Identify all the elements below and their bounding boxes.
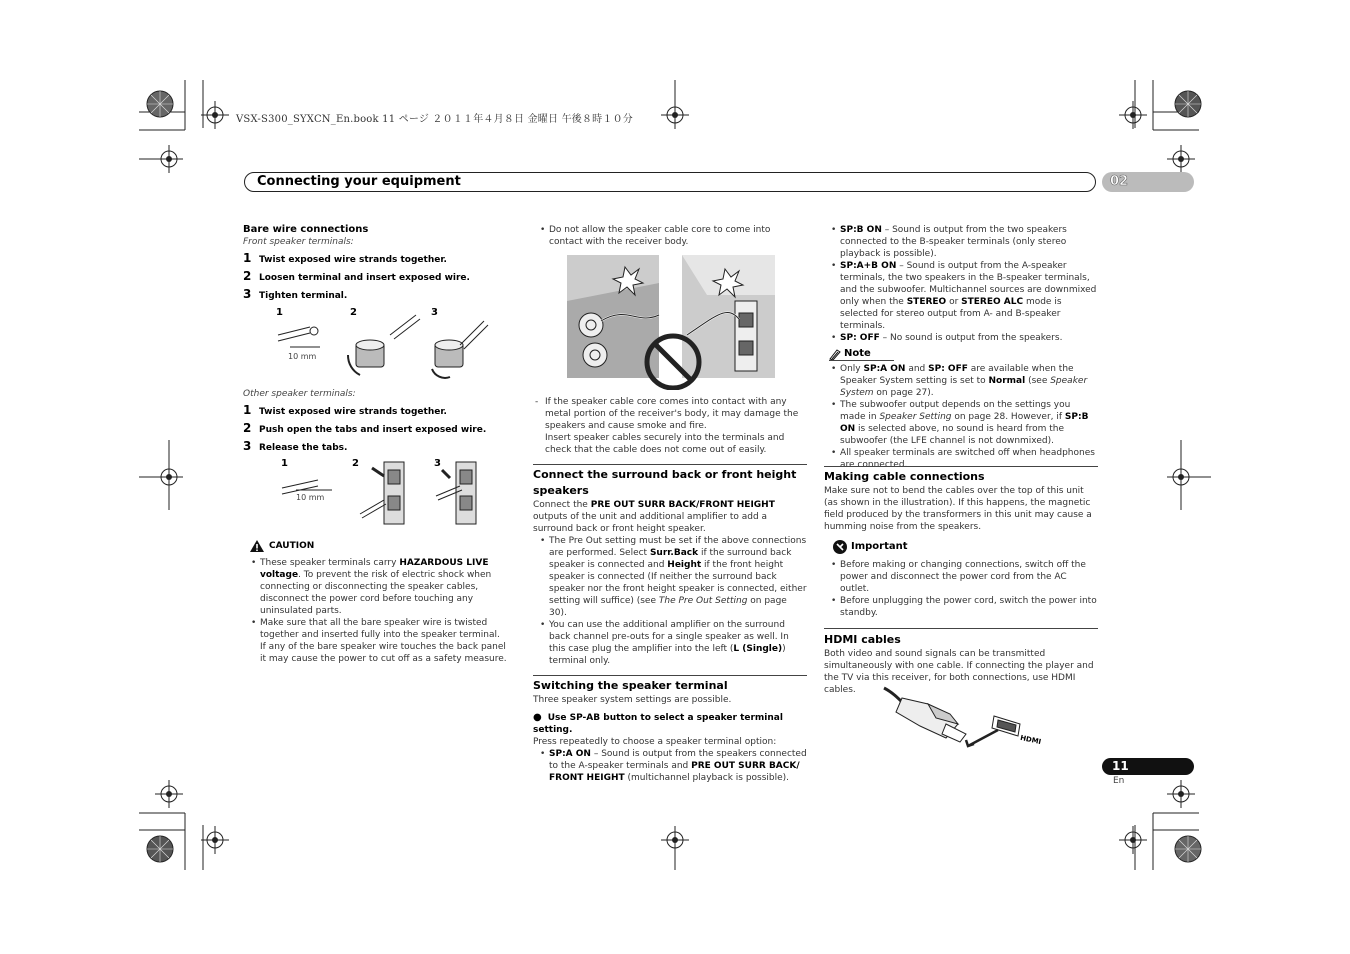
fig1-label-1: 1 bbox=[276, 307, 283, 318]
making-section-title: Making cable connections bbox=[824, 466, 1098, 485]
switching-section-title: Switching the speaker terminal bbox=[533, 675, 807, 694]
book-info-line: VSX-S300_SYXCN_En.book 11 ページ ２０１１年４月８日 金曜日 午後８時１０分 bbox=[236, 114, 633, 125]
front-terminals-subtitle: Front speaker terminals: bbox=[243, 237, 354, 247]
important-bullet-2: • Before unplugging the power cord, switch the power into standby. bbox=[829, 595, 1098, 619]
fig1-label-3: 3 bbox=[431, 307, 438, 318]
hdmi-illustration bbox=[880, 684, 1050, 754]
column-3b bbox=[824, 466, 1098, 696]
surround-paragraph: Connect the PRE OUT SURR BACK/FRONT HEIGHT outputs of the unit and additional amplifier to add a surround back or front height speaker. bbox=[533, 500, 775, 534]
front-step-3: 3 Tighten terminal. bbox=[243, 287, 348, 301]
other-terminal-drawing bbox=[276, 456, 506, 531]
fig1-label-2: 2 bbox=[350, 307, 357, 318]
caution-bullet-2: • Make sure that all the bare speaker wire is twisted together and inserted fully into the speaker terminal. If any of the bare speaker wire touches the back panel it may cause the power to cut off as a safety measure. bbox=[249, 617, 507, 665]
hdmi-paragraph: Both video and sound signals can be transmitted simultaneously with one cable. If connecting the player and the TV via this receiver, for both connections, use HDMI cables. bbox=[824, 649, 1094, 695]
chapter-number: 02 bbox=[1110, 174, 1129, 189]
page-title: Connecting your equipment bbox=[257, 174, 461, 189]
hdmi-section-title: HDMI cables bbox=[824, 633, 901, 646]
cable-contact-illustration bbox=[567, 255, 775, 390]
fig1-mm: 10 mm bbox=[288, 352, 317, 361]
hdmi-port-label: HDMI bbox=[1019, 733, 1042, 747]
front-terminal-figure bbox=[270, 305, 500, 385]
note-pencil-icon bbox=[829, 349, 841, 360]
surround-bullet-2: • You can use the additional amplifier on the surround back channel pre-outs for a single speaker as well. In this case plug the amplifier into the left (L (Single)) terminal only. bbox=[538, 619, 807, 667]
front-step-2: 2 Loosen terminal and insert exposed wire. bbox=[243, 269, 470, 283]
other-step-2: 2 Push open the tabs and insert exposed wire. bbox=[243, 421, 487, 435]
note-bullet-2: • The subwoofer output depends on the settings you made in Speaker Setting on page 28. However, if SP:B ON is selected above, no sound is heard from the subwoofer (the LFE channel is not downmixed). bbox=[829, 399, 1097, 447]
surround-section-title: Connect the surround back or front height speakers bbox=[533, 464, 807, 499]
front-terminal-drawing bbox=[270, 305, 500, 385]
spab-option: • SP:A+B ON – Sound is output from the A-speaker terminals, the two speakers in the B-speaker terminals, and the subwoofer. Multichannel sources are downmixed only when the STEREO or STEREO ALC mode is selected for stereo output from A- and B-speaker terminals. bbox=[829, 260, 1097, 332]
cable-contact-drawing bbox=[567, 255, 775, 390]
switching-paragraph: Three speaker system settings are possible. bbox=[533, 695, 732, 705]
bare-wire-title: Bare wire connections bbox=[243, 224, 369, 235]
cable-core-dash-note: - If the speaker cable core comes into contact with any metal portion of the receiver's body, it may damage the speakers and cause smoke and fire. Insert speaker cables securely into the terminals and check that the cable does not come out of easily. bbox=[533, 396, 807, 456]
column-2-top bbox=[538, 224, 806, 248]
chapter-badge bbox=[1102, 172, 1194, 192]
fig2-label-1: 1 bbox=[281, 458, 288, 469]
note-heading: Note bbox=[829, 348, 894, 361]
switching-press: Press repeatedly to choose a speaker terminal option: bbox=[533, 737, 777, 747]
other-step-1: 1 Twist exposed wire strands together. bbox=[243, 403, 447, 417]
making-paragraph: Make sure not to bend the cables over the top of this unit (as shown in the illustration). If this happens, the magnetic field produced by the transformers in this unit may cause a humming noise from the speakers. bbox=[824, 486, 1092, 532]
cable-core-bullet: • Do not allow the speaker cable core to come into contact with the receiver body. bbox=[538, 224, 806, 248]
fig2-label-2: 2 bbox=[352, 458, 359, 469]
important-heading: Important bbox=[832, 539, 1098, 555]
switching-step: ● Use SP-AB button to select a speaker terminal setting. bbox=[533, 712, 783, 735]
spa-option: • SP:A ON – Sound is output from the speakers connected to the A-speaker terminals and PRE OUT SURR BACK/ FRONT HEIGHT (multichannel playback is possible). bbox=[538, 748, 807, 784]
caution-block bbox=[249, 539, 507, 665]
surround-bullet-1: • The Pre Out setting must be set if the above connections are performed. Select Surr.Back if the surround back speaker is connected and Height if the front height speaker is connected (If neither the surround back speaker nor the front height speaker is connected, either setting will suffice) (see The Pre Out Setting on page 30). bbox=[538, 535, 807, 619]
spb-option: • SP:B ON – Sound is output from the two speakers connected to the B-speaker terminals (only stereo playback is possible). bbox=[829, 224, 1097, 260]
page-number: 11 bbox=[1112, 759, 1129, 773]
caution-bullet-1: • These speaker terminals carry HAZARDOUS LIVE voltage. To prevent the risk of electric shock when connecting or disconnecting the speaker cables, disconnect the power cord before touching any uninsulated parts. bbox=[249, 557, 507, 617]
note-bullet-1: • Only SP:A ON and SP: OFF are available when the Speaker System setting is set to Normal (see Speaker System on page 27). bbox=[829, 363, 1097, 399]
caution-heading: CAUTION bbox=[249, 539, 507, 553]
important-icon bbox=[832, 539, 848, 555]
chapter-header bbox=[244, 172, 1096, 192]
page-language: En bbox=[1113, 776, 1125, 786]
fig2-label-3: 3 bbox=[434, 458, 441, 469]
page-number-badge bbox=[1102, 758, 1194, 775]
spoff-option: • SP: OFF – No sound is output from the speakers. bbox=[829, 332, 1097, 344]
column-3 bbox=[829, 224, 1097, 471]
other-terminals-subtitle: Other speaker terminals: bbox=[243, 389, 356, 399]
warning-icon bbox=[249, 539, 265, 553]
column-1 bbox=[243, 224, 505, 302]
front-step-1: 1 Twist exposed wire strands together. bbox=[243, 251, 447, 265]
note-bullet-3: • All speaker terminals are switched off when headphones are connected. bbox=[829, 447, 1097, 471]
other-terminal-figure bbox=[276, 456, 506, 531]
column-1b bbox=[243, 388, 505, 454]
column-2 bbox=[533, 396, 807, 784]
hdmi-cable-drawing bbox=[880, 684, 1050, 754]
important-bullet-1: • Before making or changing connections, switch off the power and disconnect the power cord from the AC outlet. bbox=[829, 559, 1098, 595]
fig2-mm: 10 mm bbox=[296, 493, 325, 502]
other-step-3: 3 Release the tabs. bbox=[243, 439, 348, 453]
